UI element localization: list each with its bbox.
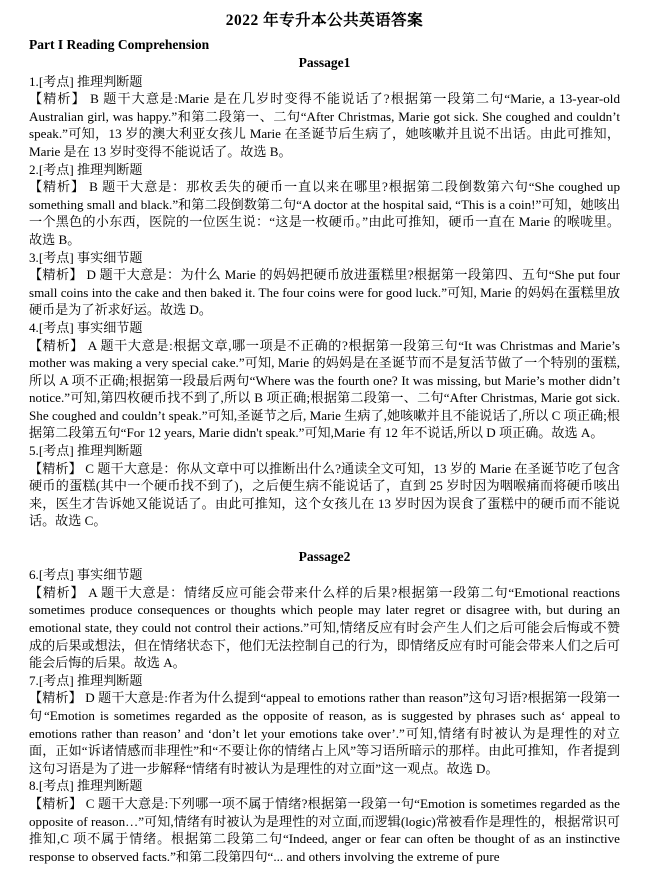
part-heading: Part I Reading Comprehension xyxy=(29,37,210,52)
question-4-point: 4.[考点] 事实细节题 xyxy=(29,319,143,335)
question-3-point: 3.[考点] 事实细节题 xyxy=(29,249,143,265)
question-7-analysis: 【精析】 D 题干大意是:作者为什么提到“appeal to emotions rather than reason”这句习语?根据第一段第一句“Emotion is sometimes regarded as the opposite of reason, as is suggested by phrases such as‘ appeal to emotions rather than reason’ and ‘don’t let your emotions take over’.”可知,情绪有时被认为是理性的对立面，正如“诉诸情感而非理性”和“不要让你的情绪占上风”等习语所暗示的那样。由此可推知，作者提到这句习语是为了进一步解释“情绪有时被认为是理性的对立面”这一观点。故选 D。 xyxy=(29,690,620,776)
passage-2-heading: Passage2 xyxy=(298,548,351,564)
question-item-7 xyxy=(29,672,620,778)
exam-title: 2022 年专升本公共英语答案 xyxy=(225,12,424,29)
question-2-point: 2.[考点] 推理判断题 xyxy=(29,161,143,177)
question-1-analysis: 【精析】 B 题干大意是:Marie 是在几岁时变得不能说话了?根据第一段第二句“Marie, a 13-year-old Australian girl, was happy.”和第二段第一、二句“After Christmas, Marie got sick. She coughed and couldn’t speak.”可知，13 岁的澳大利亚女孩儿 Marie 在圣诞节后生病了，她咳嗽并且说不出话。由此可推知， Marie 是在 13 岁时变得不能说话了。故选 B。 xyxy=(29,91,620,159)
question-3-analysis: 【精析】 D 题干大意是：为什么 Marie 的妈妈把硬币放进蛋糕里?根据第一段第四、五句“She put four small coins into the cake and then baked it. The four coins were for good luck.”可知, Marie 的妈妈在蛋糕里放硬币是为了祈求好运。故选 D。 xyxy=(29,267,620,318)
question-item-8 xyxy=(29,777,620,865)
question-2-analysis: 【精析】 B 题干大意是：那枚丢失的硬币一直以来在哪里?根据第二段倒数第六句“She coughed up something small and black.”和第二段倒数第二句“A doctor at the hospital said, “This is a coin!”可知，她咳出一个黑色的小东西，医院的一位医生说：“这是一枚硬币。”由此可推知，硬币一直在 Marie 的喉咙里。故选 B。 xyxy=(29,179,620,247)
question-8-analysis: 【精析】 C 题干大意是:下列哪一项不属于情绪?根据第一段第一句“Emotion is sometimes regarded as the opposite of reason…”可知,情绪有时被认为是理性的对立面,而逻辑(logic)常被看作是理性的，根据常识可推知,C 项不属于情绪。根据第二段第二句“Indeed, anger or fear can often be thought of as an instinctive response to observed facts.”和第二段第四句“... and others involving the extreme of pure xyxy=(29,795,620,864)
question-item-4 xyxy=(29,319,620,442)
question-5-point: 5.[考点] 推理判断题 xyxy=(29,443,143,459)
question-item-3 xyxy=(29,249,620,319)
question-7-point: 7.[考点] 推理判断题 xyxy=(29,672,143,688)
question-item-2 xyxy=(29,161,620,249)
passage-1-heading: Passage1 xyxy=(298,55,351,70)
passage-1 xyxy=(29,54,620,530)
question-item-1 xyxy=(29,73,620,161)
question-4-analysis: 【精析】 A 题干大意是:根据文章,哪一项是不正确的?根据第一段第三句“It was Christmas and Marie’s mother was making a very special cake.”可知, Marie 的妈妈是在圣诞节而不是复活节做了一个特别的蛋糕,所以 A 项不正确;根据第一段最后两句“Where was the fourth one? It was missing, but Marie’s mother didn’t notice.”可知,第四枚硬币找不到了,所以 B 项正确;根据第二段第一、二句“After Christmas, Marie got sick. She coughed and couldn’t speak.”可知,圣诞节之后, Marie 生病了,她咳嗽并且不能说话了,所以 C 项正确;根据第二段第五句“For 12 years, Marie didn't speak.”可知,Marie 有 12 年不说话,所以 D 项正确。故选 A。 xyxy=(29,337,620,441)
question-8-point: 8.[考点] 推理判断题 xyxy=(29,778,143,794)
question-6-point: 6.[考点] 事实细节题 xyxy=(29,567,143,583)
question-1-point: 1.[考点] 推理判断题 xyxy=(29,73,143,89)
question-5-analysis: 【精析】 C 题干大意是：你从文章中可以推断出什么?通读全文可知，13 岁的 Marie 在圣诞节吃了包含硬币的蛋糕(其中一个硬币找不到了)，之后便生病不能说话了，直到 25 岁时因为咽喉痛而将硬币咳出来，医生才告诉她又能说话了。由此可推知，这个女孩儿在 13 岁时因为误食了蛋糕中的硬币而不能说话。故选 C。 xyxy=(29,460,620,529)
passage-2 xyxy=(29,548,620,866)
question-item-6 xyxy=(29,566,620,672)
question-item-5 xyxy=(29,442,620,530)
question-6-analysis: 【精析】 A 题干大意是：情绪反应可能会带来什么样的后果?根据第一段第二句“Emotional reactions sometimes produce consequences or thoughts which people may later regret or disagree with, but during an emotional state, they could not control their actions.”可知,情绪反应有时会产生人们之后可能会后悔或不赞成的后果或想法，但在情绪状态下，他们无法控制自己的行为，即情绪反应有时可能会带来人们之后可能会后悔的后果。故选 A。 xyxy=(29,584,620,671)
